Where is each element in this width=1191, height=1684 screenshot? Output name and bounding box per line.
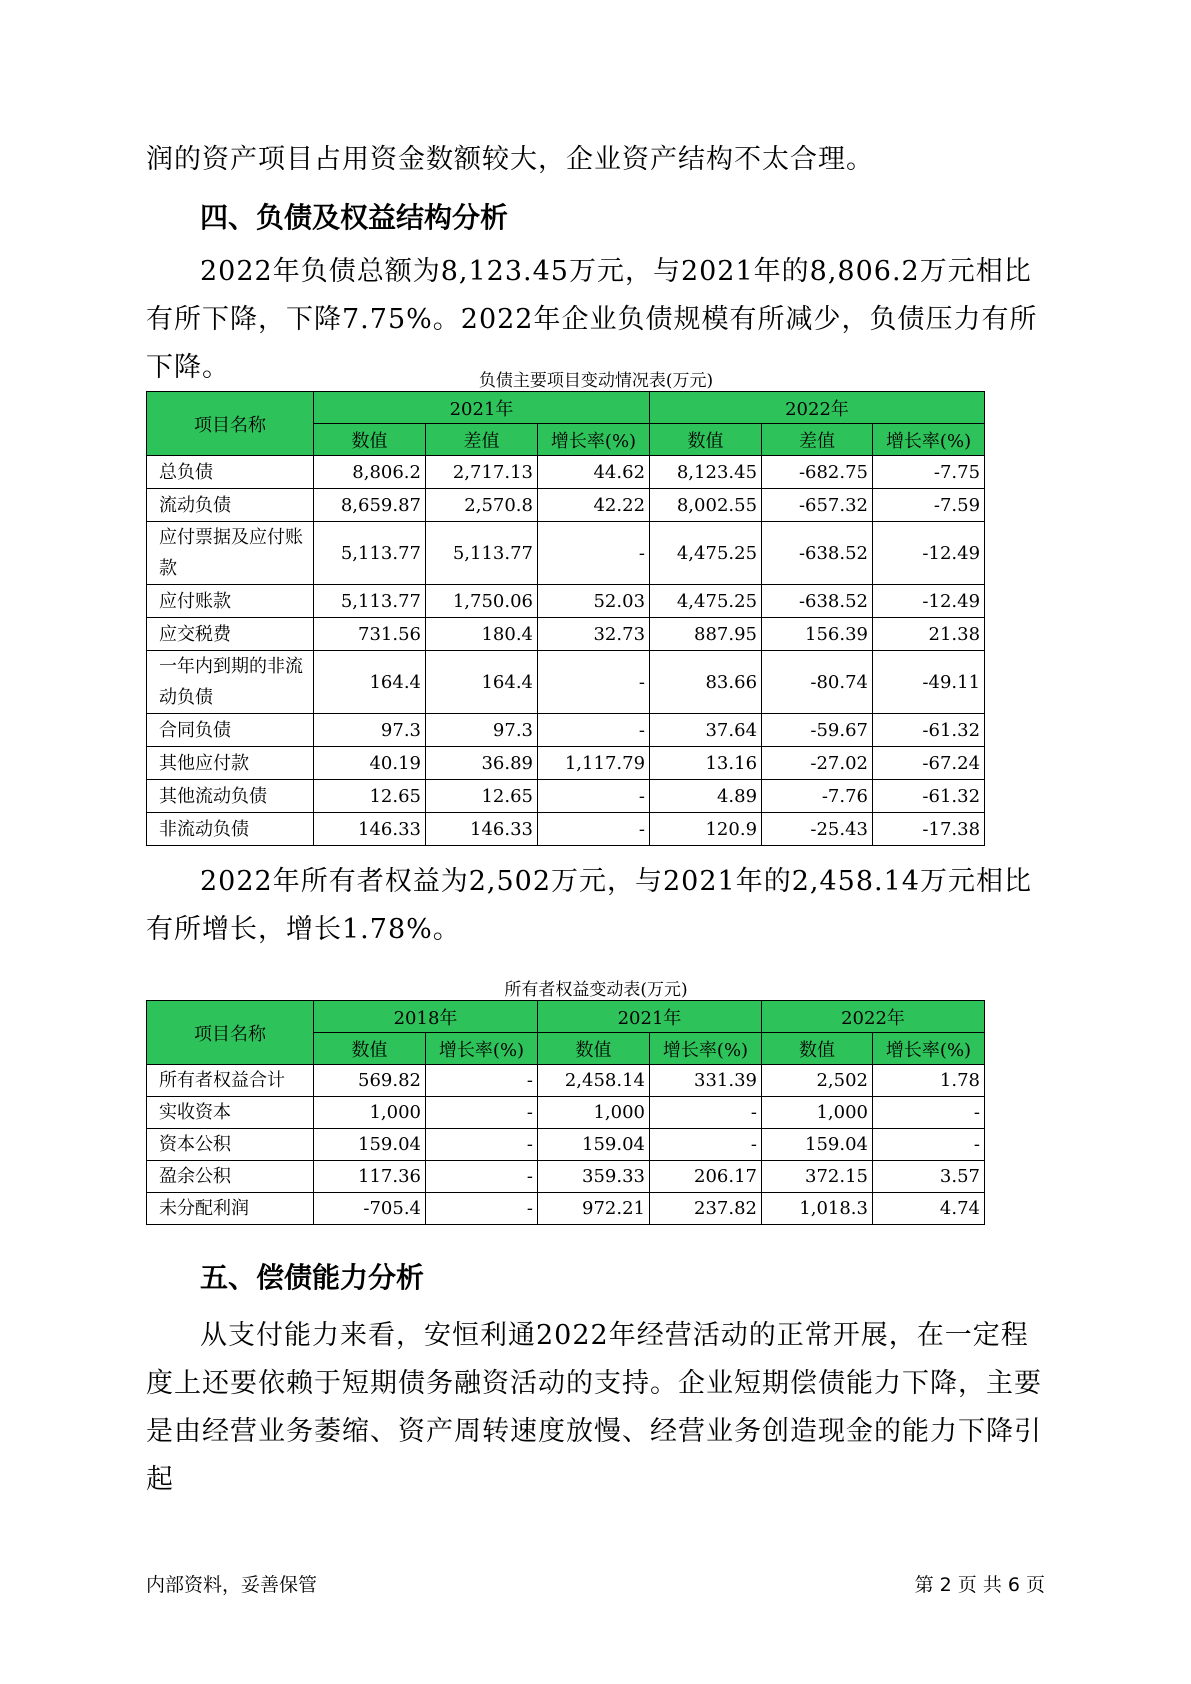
table1-caption: 负债主要项目变动情况表(万元) — [478, 371, 714, 391]
paragraph-solvency: 从支付能力来看，安恒利通2022年经营活动的正常开展，在一定程度上还要依赖于短期债务融资活动的支持。企业短期偿债能力下降，主要是由经营业务萎缩、资产周转速度放慢、经营业务创造现金的能力下降引起 — [146, 1320, 1042, 1495]
cell-value: - — [426, 1097, 538, 1129]
cell-2022: -61.32 — [873, 714, 985, 747]
table-row — [147, 522, 985, 585]
cell-value: 359.33 — [538, 1161, 650, 1193]
section-heading-liabilities-equity: 四、负债及权益结构分析 — [200, 201, 509, 234]
row-item-name: 实收资本 — [147, 1097, 314, 1129]
cell-2022: -27.02 — [762, 747, 873, 780]
cell-2022: 37.64 — [650, 714, 762, 747]
cell-2021: 8,659.87 — [314, 489, 426, 522]
row-item-name: 资本公积 — [147, 1129, 314, 1161]
cell-2021: - — [538, 813, 650, 846]
row-item-name: 盈余公积 — [147, 1161, 314, 1193]
cell-2022: 8,002.55 — [650, 489, 762, 522]
table-row — [147, 1097, 985, 1129]
table2-header-item-name: 项目名称 — [147, 1001, 314, 1065]
cell-2022: -7.59 — [873, 489, 985, 522]
cell-2021: 52.03 — [538, 585, 650, 618]
table-row — [147, 618, 985, 651]
cell-2022: 4.89 — [650, 780, 762, 813]
table-row — [147, 651, 985, 714]
table-row — [147, 747, 985, 780]
cell-value: 4.74 — [873, 1193, 985, 1225]
row-item-name: 应付账款 — [147, 585, 314, 618]
table2-subheader: 数值 — [538, 1033, 650, 1065]
cell-value: - — [873, 1097, 985, 1129]
equity-table — [146, 1000, 985, 1225]
cell-2021: 146.33 — [314, 813, 426, 846]
cell-value: 972.21 — [538, 1193, 650, 1225]
table1-body — [147, 456, 985, 846]
row-item-name: 应付票据及应付账款 — [147, 522, 314, 585]
cell-2022: -7.75 — [873, 456, 985, 489]
table2-header-year-2022: 2022年 — [762, 1001, 985, 1033]
footer-confidential-note: 内部资料，妥善保管 — [146, 1574, 318, 1596]
cell-value: -705.4 — [314, 1193, 426, 1225]
cell-value: 159.04 — [314, 1129, 426, 1161]
table1-subheader: 数值 — [650, 424, 762, 456]
table-row — [147, 813, 985, 846]
table-row — [147, 1129, 985, 1161]
cell-2022: -80.74 — [762, 651, 873, 714]
table2-body — [147, 1065, 985, 1225]
cell-value: 206.17 — [650, 1161, 762, 1193]
cell-value: 1,000 — [538, 1097, 650, 1129]
row-item-name: 总负债 — [147, 456, 314, 489]
cell-value: 1,018.3 — [762, 1193, 873, 1225]
row-item-name: 合同负债 — [147, 714, 314, 747]
cell-2021: - — [538, 522, 650, 585]
table-row — [147, 585, 985, 618]
table2-header-year-2021: 2021年 — [538, 1001, 762, 1033]
cell-2021: 97.3 — [314, 714, 426, 747]
table2-subheader: 数值 — [314, 1033, 426, 1065]
row-item-name: 其他流动负债 — [147, 780, 314, 813]
table1-subheader: 增长率(%) — [538, 424, 650, 456]
cell-value: 2,458.14 — [538, 1065, 650, 1097]
cell-2021: - — [538, 651, 650, 714]
cell-value: 569.82 — [314, 1065, 426, 1097]
cell-2022: -682.75 — [762, 456, 873, 489]
liabilities-table — [146, 391, 985, 846]
cell-2022: -7.76 — [762, 780, 873, 813]
row-item-name: 一年内到期的非流动负债 — [147, 651, 314, 714]
table1-header-item-name: 项目名称 — [147, 392, 314, 456]
cell-value: 3.57 — [873, 1161, 985, 1193]
cell-2022: -638.52 — [762, 585, 873, 618]
cell-2021: 44.62 — [538, 456, 650, 489]
cell-2022: -12.49 — [873, 522, 985, 585]
row-item-name: 所有者权益合计 — [147, 1065, 314, 1097]
table2-subheader: 数值 — [762, 1033, 873, 1065]
cell-2021: 42.22 — [538, 489, 650, 522]
table1-subheader: 差值 — [762, 424, 873, 456]
cell-2021: 1,750.06 — [426, 585, 538, 618]
cell-2022: 4,475.25 — [650, 585, 762, 618]
cell-2021: 5,113.77 — [314, 522, 426, 585]
cell-2021: 12.65 — [314, 780, 426, 813]
paragraph-equity-summary: 2022年所有者权益为2,502万元，与2021年的2,458.14万元相比有所增长，增长1.78%。 — [146, 866, 1032, 945]
cell-2022: 21.38 — [873, 618, 985, 651]
cell-2021: 36.89 — [426, 747, 538, 780]
table1-header-year-2021: 2021年 — [314, 392, 650, 424]
footer-page-number: 第 2 页 共 6 页 — [914, 1574, 1045, 1596]
cell-2021: 97.3 — [426, 714, 538, 747]
table1-header-year-2022: 2022年 — [650, 392, 985, 424]
cell-2021: 2,717.13 — [426, 456, 538, 489]
cell-value: 2,502 — [762, 1065, 873, 1097]
cell-2021: 40.19 — [314, 747, 426, 780]
cell-2022: 4,475.25 — [650, 522, 762, 585]
cell-2022: -657.32 — [762, 489, 873, 522]
cell-value: 159.04 — [538, 1129, 650, 1161]
cell-2021: 164.4 — [426, 651, 538, 714]
cell-value: - — [873, 1129, 985, 1161]
cell-value: - — [650, 1097, 762, 1129]
cell-2021: 8,806.2 — [314, 456, 426, 489]
cell-2021: 12.65 — [426, 780, 538, 813]
cell-2021: 1,117.79 — [538, 747, 650, 780]
table-row — [147, 714, 985, 747]
row-item-name: 未分配利润 — [147, 1193, 314, 1225]
table1-subheader: 数值 — [314, 424, 426, 456]
table2-header-year-2018: 2018年 — [314, 1001, 538, 1033]
cell-2022: 887.95 — [650, 618, 762, 651]
cell-2022: 120.9 — [650, 813, 762, 846]
table2-subheader: 增长率(%) — [426, 1033, 538, 1065]
cell-2021: 2,570.8 — [426, 489, 538, 522]
cell-2021: 180.4 — [426, 618, 538, 651]
cell-value: - — [426, 1193, 538, 1225]
cell-2021: 731.56 — [314, 618, 426, 651]
table1-subheader: 增长率(%) — [873, 424, 985, 456]
paragraph-asset-conclusion: 润的资产项目占用资金数额较大，企业资产结构不太合理。 — [146, 144, 874, 175]
row-item-name: 应交税费 — [147, 618, 314, 651]
cell-value: - — [426, 1161, 538, 1193]
cell-2022: 8,123.45 — [650, 456, 762, 489]
cell-2021: 164.4 — [314, 651, 426, 714]
cell-2022: -17.38 — [873, 813, 985, 846]
cell-2021: 5,113.77 — [426, 522, 538, 585]
table2-caption: 所有者权益变动表(万元) — [504, 980, 688, 1000]
cell-2022: -67.24 — [873, 747, 985, 780]
row-item-name: 非流动负债 — [147, 813, 314, 846]
table-row — [147, 456, 985, 489]
cell-value: 372.15 — [762, 1161, 873, 1193]
table2-subheader: 增长率(%) — [873, 1033, 985, 1065]
cell-2022: -25.43 — [762, 813, 873, 846]
cell-value: 1,000 — [314, 1097, 426, 1129]
table2-subheader: 增长率(%) — [650, 1033, 762, 1065]
table1-subheader: 差值 — [426, 424, 538, 456]
cell-value: - — [426, 1065, 538, 1097]
cell-value: 331.39 — [650, 1065, 762, 1097]
cell-2021: 146.33 — [426, 813, 538, 846]
cell-value: - — [650, 1129, 762, 1161]
cell-2021: 32.73 — [538, 618, 650, 651]
cell-2022: 156.39 — [762, 618, 873, 651]
cell-2021: - — [538, 714, 650, 747]
cell-value: 1,000 — [762, 1097, 873, 1129]
row-item-name: 流动负债 — [147, 489, 314, 522]
cell-value: 159.04 — [762, 1129, 873, 1161]
cell-value: 1.78 — [873, 1065, 985, 1097]
table-row — [147, 1193, 985, 1225]
cell-2022: -638.52 — [762, 522, 873, 585]
cell-2022: -49.11 — [873, 651, 985, 714]
cell-2022: -61.32 — [873, 780, 985, 813]
cell-2021: - — [538, 780, 650, 813]
cell-2022: 83.66 — [650, 651, 762, 714]
section-heading-solvency: 五、偿债能力分析 — [200, 1261, 425, 1294]
table-row — [147, 489, 985, 522]
table-row — [147, 1065, 985, 1097]
row-item-name: 其他应付款 — [147, 747, 314, 780]
cell-2022: -12.49 — [873, 585, 985, 618]
cell-2022: -59.67 — [762, 714, 873, 747]
cell-2022: 13.16 — [650, 747, 762, 780]
cell-value: 117.36 — [314, 1161, 426, 1193]
paragraph-liabilities-summary: 2022年负债总额为8,123.45万元，与2021年的8,806.2万元相比有所下降，下降7.75%。2022年企业负债规模有所减少，负债压力有所下降。 — [146, 256, 1038, 383]
cell-2021: 5,113.77 — [314, 585, 426, 618]
cell-value: - — [426, 1129, 538, 1161]
table-row — [147, 1161, 985, 1193]
cell-value: 237.82 — [650, 1193, 762, 1225]
table-row — [147, 780, 985, 813]
